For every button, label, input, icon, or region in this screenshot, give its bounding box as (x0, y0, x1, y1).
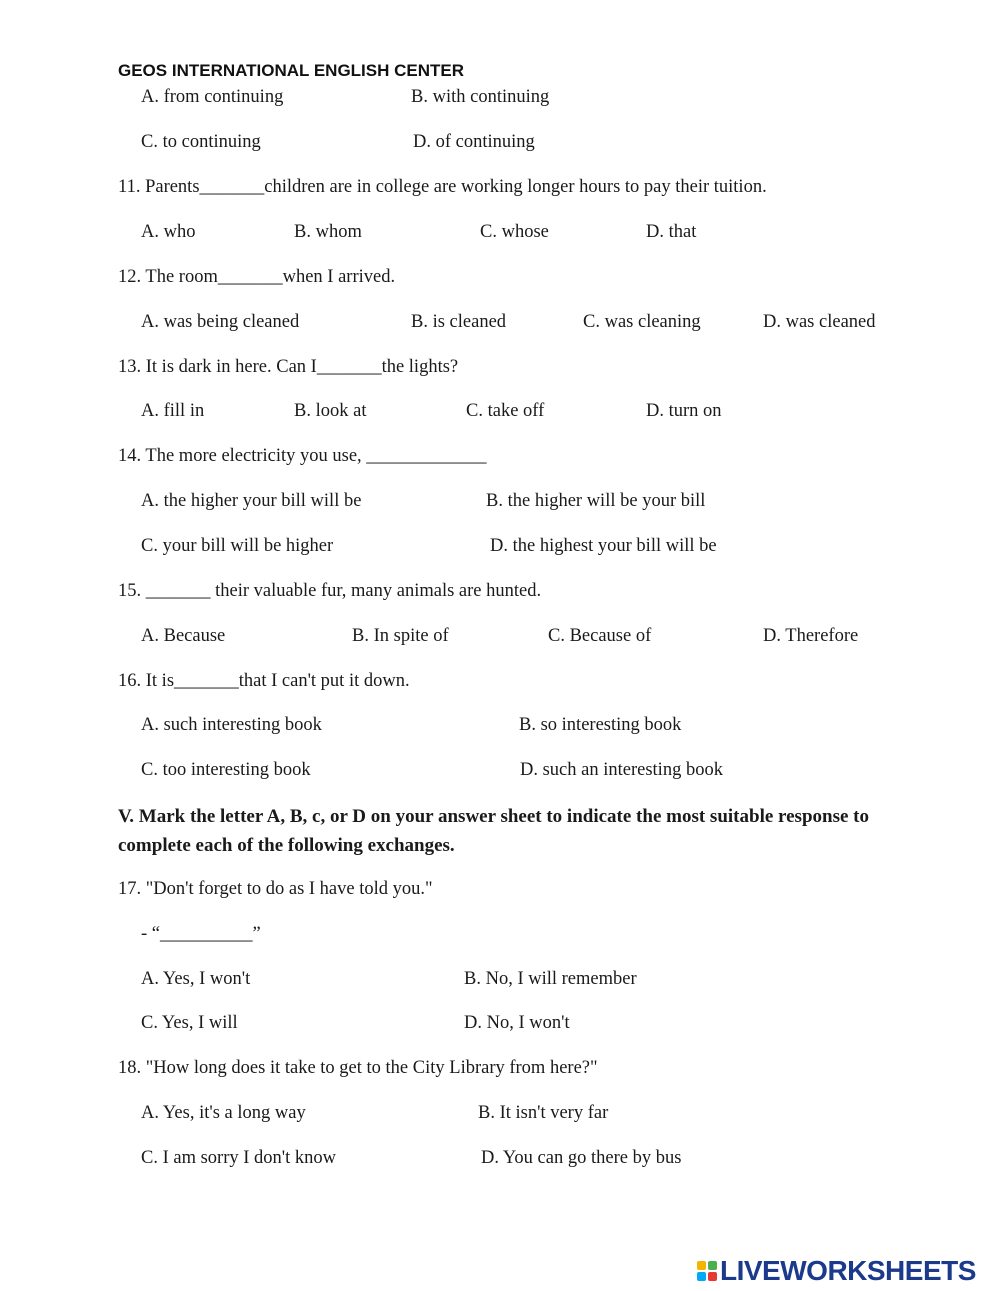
q17-reply-blank: - “__________” (141, 924, 261, 944)
question-17: 17. "Don't forget to do as I have told you." (118, 879, 433, 899)
question-16: 16. It is_______that I can't put it down. (118, 671, 410, 691)
q17-option-d: D. No, I won't (464, 1013, 570, 1033)
q12-option-c: C. was cleaning (583, 312, 701, 332)
question-14: 14. The more electricity you use, _____________ (118, 446, 487, 466)
q11-option-b: B. whom (294, 222, 362, 242)
q14-option-c: C. your bill will be higher (141, 536, 334, 556)
question-15: 15. _______ their valuable fur, many animals are hunted. (118, 581, 542, 601)
q10-option-d: D. of continuing (413, 132, 535, 152)
q11-option-c: C. whose (480, 222, 549, 242)
question-13: 13. It is dark in here. Can I_______the lights? (118, 357, 459, 377)
q14-option-a: A. the higher your bill will be (141, 491, 362, 511)
q15-option-a: A. Because (141, 626, 226, 646)
q10-option-a: A. from continuing (141, 87, 284, 107)
q15-option-b: B. In spite of (352, 626, 449, 646)
q14-option-b: B. the higher will be your bill (486, 491, 706, 511)
q10-option-b: B. with continuing (411, 87, 550, 107)
section-v-instructions: V. Mark the letter A, B, c, or D on your answer sheet to indicate the most suitable response to complete each of the following exchanges. (118, 806, 869, 856)
q18-option-c: C. I am sorry I don't know (141, 1148, 336, 1168)
liveworksheets-logo[interactable] (697, 1256, 976, 1286)
q18-option-a: A. Yes, it's a long way (141, 1103, 306, 1123)
center-title: GEOS INTERNATIONAL ENGLISH CENTER (118, 61, 465, 80)
question-18: 18. "How long does it take to get to the City Library from here?" (118, 1058, 598, 1078)
q15-option-d: D. Therefore (763, 626, 859, 646)
q16-option-a: A. such interesting book (141, 715, 322, 735)
logo-text: LIVEWORKSHEETS (720, 1255, 976, 1286)
q17-option-a: A. Yes, I won't (141, 969, 251, 989)
q18-option-d: D. You can go there by bus (481, 1148, 682, 1168)
q13-option-c: C. take off (466, 401, 545, 421)
question-11: 11. Parents_______children are in college are working longer hours to pay their tuition. (118, 177, 767, 197)
q18-option-b: B. It isn't very far (478, 1103, 609, 1123)
q17-option-b: B. No, I will remember (464, 969, 637, 989)
q11-option-d: D. that (646, 222, 697, 242)
q10-option-c: C. to continuing (141, 132, 261, 152)
q16-option-c: C. too interesting book (141, 760, 311, 780)
q16-option-b: B. so interesting book (519, 715, 682, 735)
q13-option-a: A. fill in (141, 401, 205, 421)
q12-option-b: B. is cleaned (411, 312, 507, 332)
q16-option-d: D. such an interesting book (520, 760, 723, 780)
q15-option-c: C. Because of (548, 626, 652, 646)
question-12: 12. The room_______when I arrived. (118, 267, 396, 287)
q13-option-d: D. turn on (646, 401, 722, 421)
q14-option-d: D. the highest your bill will be (490, 536, 717, 556)
logo-blocks-icon (697, 1261, 717, 1281)
q17-option-c: C. Yes, I will (141, 1013, 238, 1033)
q11-option-a: A. who (141, 222, 196, 242)
q13-option-b: B. look at (294, 401, 367, 421)
q12-option-a: A. was being cleaned (141, 312, 300, 332)
q12-option-d: D. was cleaned (763, 312, 876, 332)
